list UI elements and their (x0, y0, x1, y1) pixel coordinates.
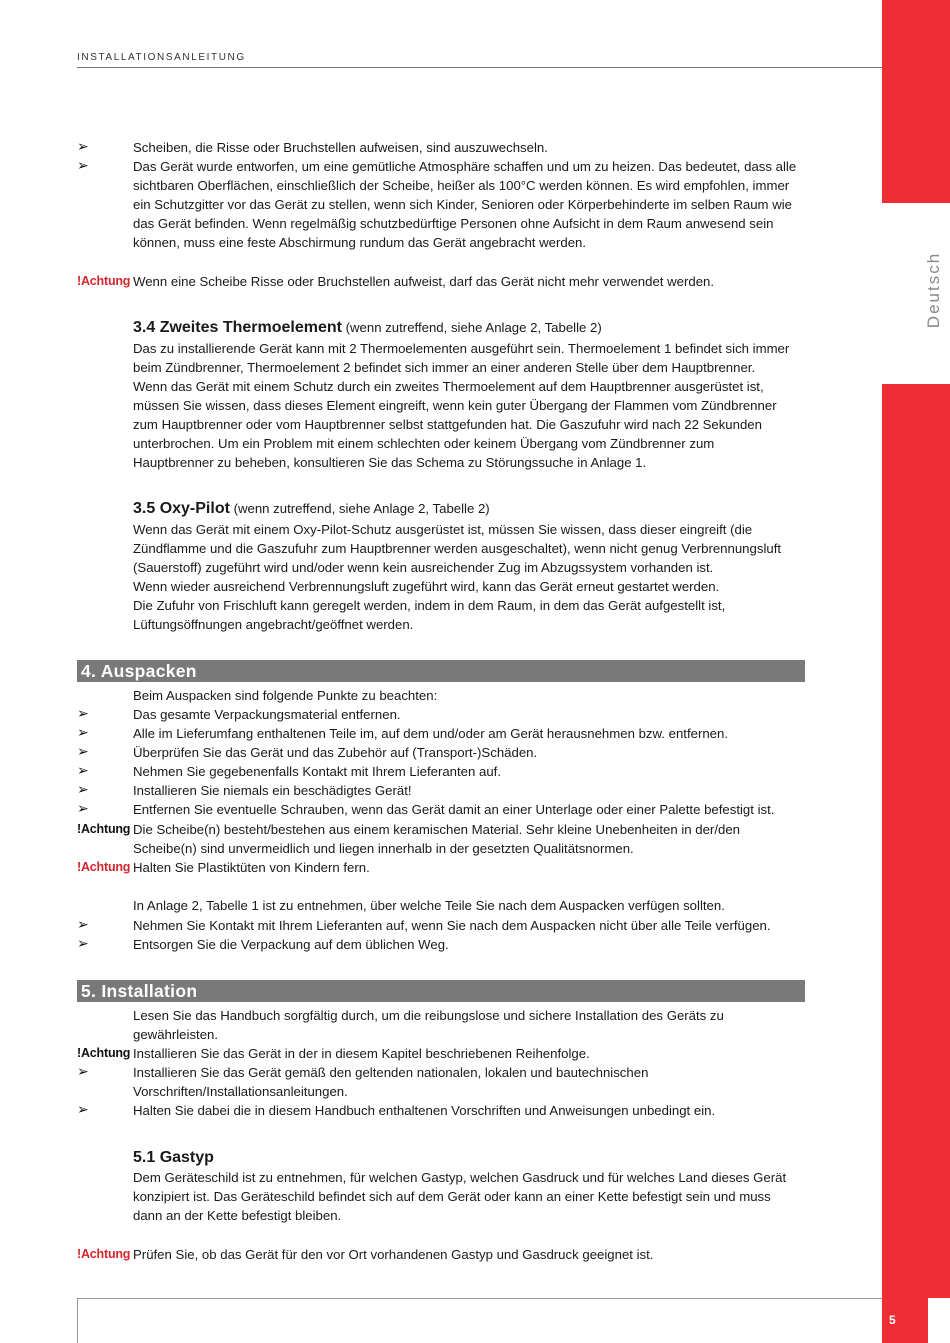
subsection-title: 3.4 Zweites Thermoelement (133, 319, 342, 336)
text-line: Nehmen Sie gegebenenfalls Kontakt mit Ihrem Lieferanten auf. (133, 764, 502, 779)
achtung-label: !Achtung (77, 274, 131, 288)
text-line: müssen Sie wissen, dass dieses Element eingreift, wenn kein guter Übergang der Flammen vom Zündbrenner (133, 398, 777, 413)
text-line: Lüftungsöffnungen angebracht/geöffnet werden. (133, 617, 414, 632)
text-line: Wenn wieder ausreichend Verbrennungsluft zugeführt wird, kann das Gerät erneut gestartet werden. (133, 579, 720, 594)
text-line: Lesen Sie das Handbuch sorgfältig durch, um die reibungslose und sichere Installation des Geräts zu (133, 1008, 724, 1023)
text-line: dann an der Kette befestigt bleiben. (133, 1208, 342, 1223)
bullet-icon: ➢ (77, 138, 89, 154)
text-line: Wenn eine Scheibe Risse oder Bruchstellen aufweist, darf das Gerät nicht mehr verwendet werden. (133, 274, 715, 289)
bullet-icon: ➢ (77, 157, 89, 173)
text-line: Installieren Sie niemals ein beschädigtes Gerät! (133, 783, 412, 798)
section-heading-4: 4. Auspacken (77, 660, 805, 682)
text-line: gewährleisten. (133, 1027, 219, 1042)
text-line: Wenn das Gerät mit einem Schutz durch ein zweites Thermoelement auf dem Hauptbrenner ausgerüstet ist, (133, 379, 764, 394)
text-line: Das gesamte Verpackungsmaterial entfernen. (133, 707, 401, 722)
text-line: (Sauerstoff) zugeführt wird und/oder wenn kein ausreichender Zug im Abzugssystem vorhanden ist. (133, 560, 714, 575)
bullet-icon: ➢ (77, 724, 89, 740)
page-number-margin (928, 1298, 950, 1343)
text-line: Entfernen Sie eventuelle Schrauben, wenn das Gerät damit an einer Unterlage oder einer Palette befestigt ist. (133, 802, 775, 817)
text-line: Die Scheibe(n) besteht/bestehen aus einem keramischen Material. Sehr kleine Unebenheiten in der/den (133, 822, 740, 837)
bullet-icon: ➢ (77, 1063, 89, 1079)
bullet-icon: ➢ (77, 762, 89, 778)
text-line: beim Zündbrenner, Thermoelement 2 befindet sich immer an einer anderen Stelle über dem Hauptbrenner. (133, 360, 756, 375)
text-line: Das zu installierende Gerät kann mit 2 Thermoelementen ausgeführt sein. Thermoelement 1 befindet sich immer (133, 341, 790, 356)
text-line: das Gerät befinden. Wenn regelmäßig schutzbedürftige Personen ohne Aufsicht in dem Raum anwesend sein (133, 216, 774, 231)
text-line: können, muss eine feste Abschirmung rundum das Gerät angebracht werden. (133, 235, 587, 250)
text-line: Überprüfen Sie das Gerät und das Zubehör auf (Transport-)Schäden. (133, 745, 538, 760)
text-line: Installieren Sie das Gerät in der in diesem Kapitel beschriebenen Reihenfolge. (133, 1046, 590, 1061)
subsection-heading-3-4 (133, 318, 602, 337)
achtung-label: !Achtung (77, 822, 131, 836)
subsection-title: 3.5 Oxy-Pilot (133, 500, 230, 517)
section-heading-5: 5. Installation (77, 980, 805, 1002)
subsection-heading-5-1 (133, 1148, 214, 1167)
text-line: Halten Sie dabei die in diesem Handbuch enthaltenen Vorschriften und Anweisungen unbedingt ein. (133, 1103, 716, 1118)
bullet-icon: ➢ (77, 935, 89, 951)
language-tab-label: Deutsch (924, 251, 943, 329)
page-number: 5 (882, 1298, 950, 1343)
bullet-icon: ➢ (77, 800, 89, 816)
text-line: Das Gerät wurde entworfen, um eine gemütliche Atmosphäre schaffen und um zu heizen. Das bedeutet, dass alle (133, 159, 797, 174)
subsection-heading-3-5 (133, 499, 490, 518)
text-line: sichtbaren Oberflächen, einschließlich der Scheibe, heißer als 100°C werden können. Es wird empfohlen, immer (133, 178, 790, 193)
red-side-bar-top (882, 0, 950, 203)
text-line: Zündflamme und die Gaszufuhr zum Hauptbrenner werden ausgeschaltet), wenn nicht genug Verbrennungsluft (133, 541, 782, 556)
text-line: In Anlage 2, Tabelle 1 ist zu entnehmen, über welche Teile Sie nach dem Auspacken verfügen sollten. (133, 898, 725, 913)
subsection-note: (wenn zutreffend, siehe Anlage 2, Tabelle 2) (229, 501, 490, 516)
text-line: Vorschriften/Installationsanleitungen. (133, 1084, 348, 1099)
footer-corner (77, 1298, 78, 1343)
text-line: Alle im Lieferumfang enthaltenen Teile im, auf dem und/oder am Gerät herausnehmen bzw. entfernen. (133, 726, 729, 741)
red-side-bar-bottom (882, 384, 950, 1343)
language-tab (912, 240, 950, 340)
text-line: ein Schutzgitter vor das Gerät zu stellen, wenn sich Kinder, Senioren oder Körperbehinderte im selben Raum wie (133, 197, 792, 212)
text-line: Prüfen Sie, ob das Gerät für den vor Ort vorhandenen Gastyp und Gasdruck geeignet ist. (133, 1247, 654, 1262)
footer-divider (77, 1298, 882, 1299)
bullet-icon: ➢ (77, 743, 89, 759)
text-line: Dem Geräteschild ist zu entnehmen, für welchen Gastyp, welchen Gasdruck und für welches Land dieses Gerät (133, 1170, 787, 1185)
achtung-label: !Achtung (77, 1247, 131, 1261)
achtung-label: !Achtung (77, 860, 131, 874)
achtung-label: !Achtung (77, 1046, 131, 1060)
text-line: unterbrochen. Um ein Problem mit einem schlechten oder keinem Übergang vom Zündbrenner zum (133, 436, 715, 451)
text-line: Entsorgen Sie die Verpackung auf dem üblichen Weg. (133, 937, 449, 952)
bullet-icon: ➢ (77, 705, 89, 721)
page-header: INSTALLATIONSANLEITUNG (77, 52, 246, 63)
text-line: Halten Sie Plastiktüten von Kindern fern. (133, 860, 370, 875)
bullet-icon: ➢ (77, 916, 89, 932)
text-line: Die Zufuhr von Frischluft kann geregelt werden, indem in dem Raum, in dem das Gerät aufgestellt ist, (133, 598, 726, 613)
text-line: Hauptbrenner zu beheben, konsultieren Sie das Schema zu Störungssuche in Anlage 1. (133, 455, 647, 470)
text-line: Nehmen Sie Kontakt mit Ihrem Lieferanten auf, wenn Sie nach dem Auspacken nicht über alle Teile verfügen. (133, 918, 771, 933)
text-line: zum Hauptbrenner oder vom Hauptbrenner selbst stattgefunden hat. Die Gaszufuhr wird nach 22 Sekunden (133, 417, 762, 432)
bullet-icon: ➢ (77, 1101, 89, 1117)
text-line: Beim Auspacken sind folgende Punkte zu beachten: (133, 688, 438, 703)
text-line: Wenn das Gerät mit einem Oxy-Pilot-Schutz ausgerüstet ist, müssen Sie wissen, dass dieser eingreift (die (133, 522, 753, 537)
text-line: konzipiert ist. Das Geräteschild befindet sich auf dem Gerät oder kann an einer Kette befestigt sein und muss (133, 1189, 771, 1204)
subsection-note: (wenn zutreffend, siehe Anlage 2, Tabelle 2) (341, 320, 602, 335)
text-line: Scheibe(n) sind unvermeidlich und liegen innerhalb in der gesetzten Qualitätsnormen. (133, 841, 634, 856)
subsection-title: 5.1 Gastyp (133, 1149, 214, 1166)
bullet-icon: ➢ (77, 781, 89, 797)
text-line: Installieren Sie das Gerät gemäß den geltenden nationalen, lokalen und bautechnischen (133, 1065, 649, 1080)
text-line: Scheiben, die Risse oder Bruchstellen aufweisen, sind auszuwechseln. (133, 140, 548, 155)
